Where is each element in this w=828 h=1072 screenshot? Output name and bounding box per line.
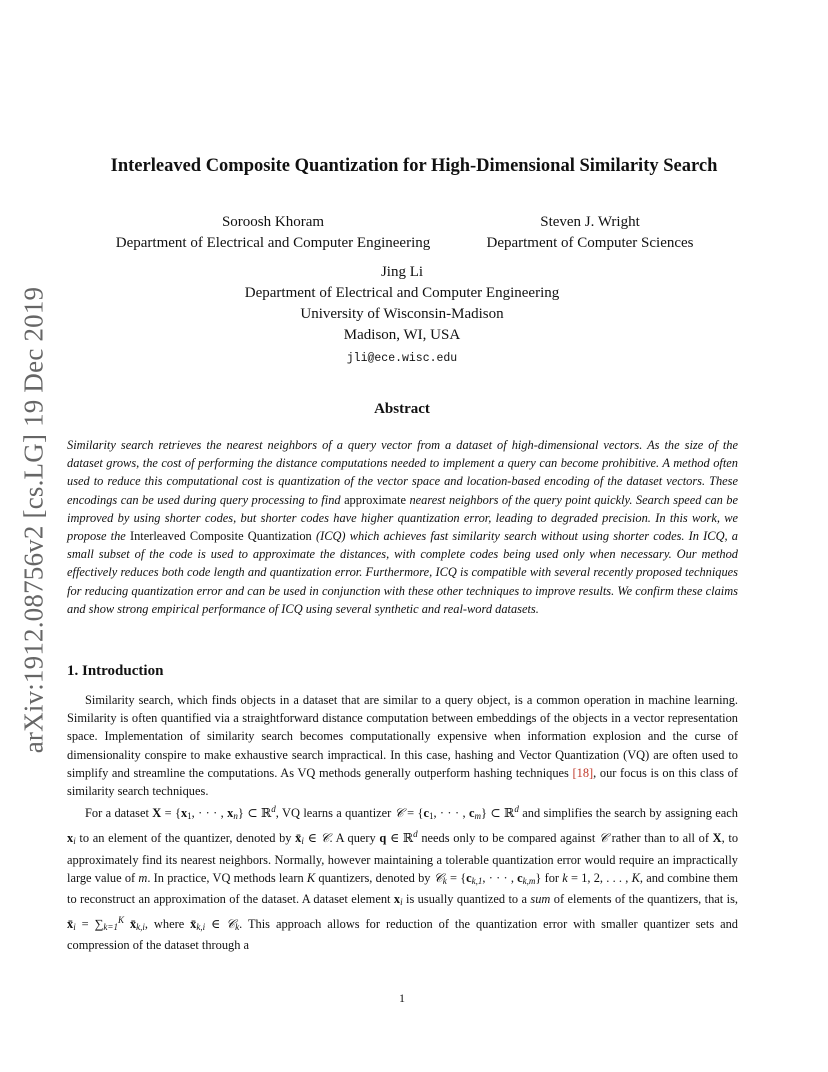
citation-link[interactable]: [18] (572, 765, 594, 780)
author-affiliation: Department of Electrical and Computer Engineering (244, 285, 560, 301)
arxiv-identifier: arXiv:1912.08756v2 [cs.LG] 19 Dec 2019 (18, 286, 49, 754)
paper-title: Interleaved Composite Quantization for High-Dimensional Similarity Search (110, 156, 718, 176)
author-location: Madison, WI, USA (343, 327, 461, 343)
intro-body (67, 691, 738, 955)
author-university: University of Wisconsin-Madison (300, 306, 504, 322)
abstract-text: Similarity search retrieves the nearest neighbors of a query vector from a dataset of high-dimensional vectors. As the size of the dataset grows, the cost of performing the distance computations needed to implement a query can become prohibitive. A method often used to reduce this computational cost is quantization of the vector space and location-based encoding of the dataset vectors. These encodings can be used during query processing to find approximate nearest neighbors of the query point quickly. Search speed can be improved by using shorter codes, but shorter codes have higher quantization error, leading to degraded precision. In this work, we propose the Interleaved Composite Quantization (ICQ) which achieves fast similarity search without using shorter codes. In ICQ, a small subset of the code is used to approximate the distances, with complete codes being used only when necessary. Our method effectively reduces both code length and quantization error. Furthermore, ICQ is compatible with several recently proposed techniques for reducing quantization error and can be used in conjunction with these other techniques to improve results. We confirm these claims and show strong empirical performance of ICQ using several synthetic and real-word datasets. (67, 438, 738, 616)
author-block-3 (150, 262, 654, 366)
abstract-heading: Abstract (374, 401, 430, 417)
author-email: jli@ece.wisc.edu (346, 352, 458, 365)
author-affiliation: Department of Computer Sciences (486, 235, 694, 251)
author-name: Jing Li (380, 264, 424, 280)
author-affiliation: Department of Electrical and Computer Engineering (115, 235, 431, 251)
author-name: Steven J. Wright (540, 214, 640, 230)
author-block-1 (98, 212, 448, 254)
author-block-2 (470, 212, 710, 254)
page-number: 1 (399, 991, 405, 1005)
author-name: Soroosh Khoram (221, 214, 325, 230)
intro-paragraph-1: Similarity search, which finds objects in a dataset that are similar to a query object, is a common operation in machine learning. Similarity is often quantified via a straightforward distance computation between embeddings of the objects in a vector representation space. Implementation of similarity search becomes computationally expensive when information explosion and the curse of dimensionality conspire to make exhaustive search impractical. In this case, hashing and Vector Quantization (VQ) are often used to simplify and streamline the computations. As VQ methods generally outperform hashing techniques [18], our focus is on this class of similarity search techniques. (67, 693, 738, 799)
section-heading: 1. Introduction (67, 663, 164, 679)
intro-paragraph-2: For a dataset $X = \{x_1$, · · · , $x_n$} ⊂ ℝ$^d$, VQ learns a quantizer 𝒞 = {$c_1$, · · · , $c_m$} ⊂ ℝ$^d$ and simplifies the search by assigning each $x_i$ to an element of the quantizer, denoted by $x̄_i$ ∈ 𝒞. A query q ∈ ℝ$^d$ needs only to be compared against 𝒞 rather than to all of X, to approximately find its nearest neighbors. Normally, however maintaining a tolerable quantization error would require an impractically large value of m. In practice, VQ methods learn K quantizers, denoted by 𝒞$_k$ = {$c_{k,1}$, · · · , $c_{k,m}$} for k = 1, 2, . . . , K, and combine them to reconstruct an approximation of the dataset. A dataset element $x_i$ is usually quantized to a sum of elements of the quantizers, that is, $x̄_i = \sum_{k=1}^K$ $x̄_{k,i}$, where $x̄_{k,i}$ ∈ 𝒞$_k$. This approach allows for reduction of the quantization error with smaller quantizer sets and compression of the dataset through a (67, 804, 739, 953)
